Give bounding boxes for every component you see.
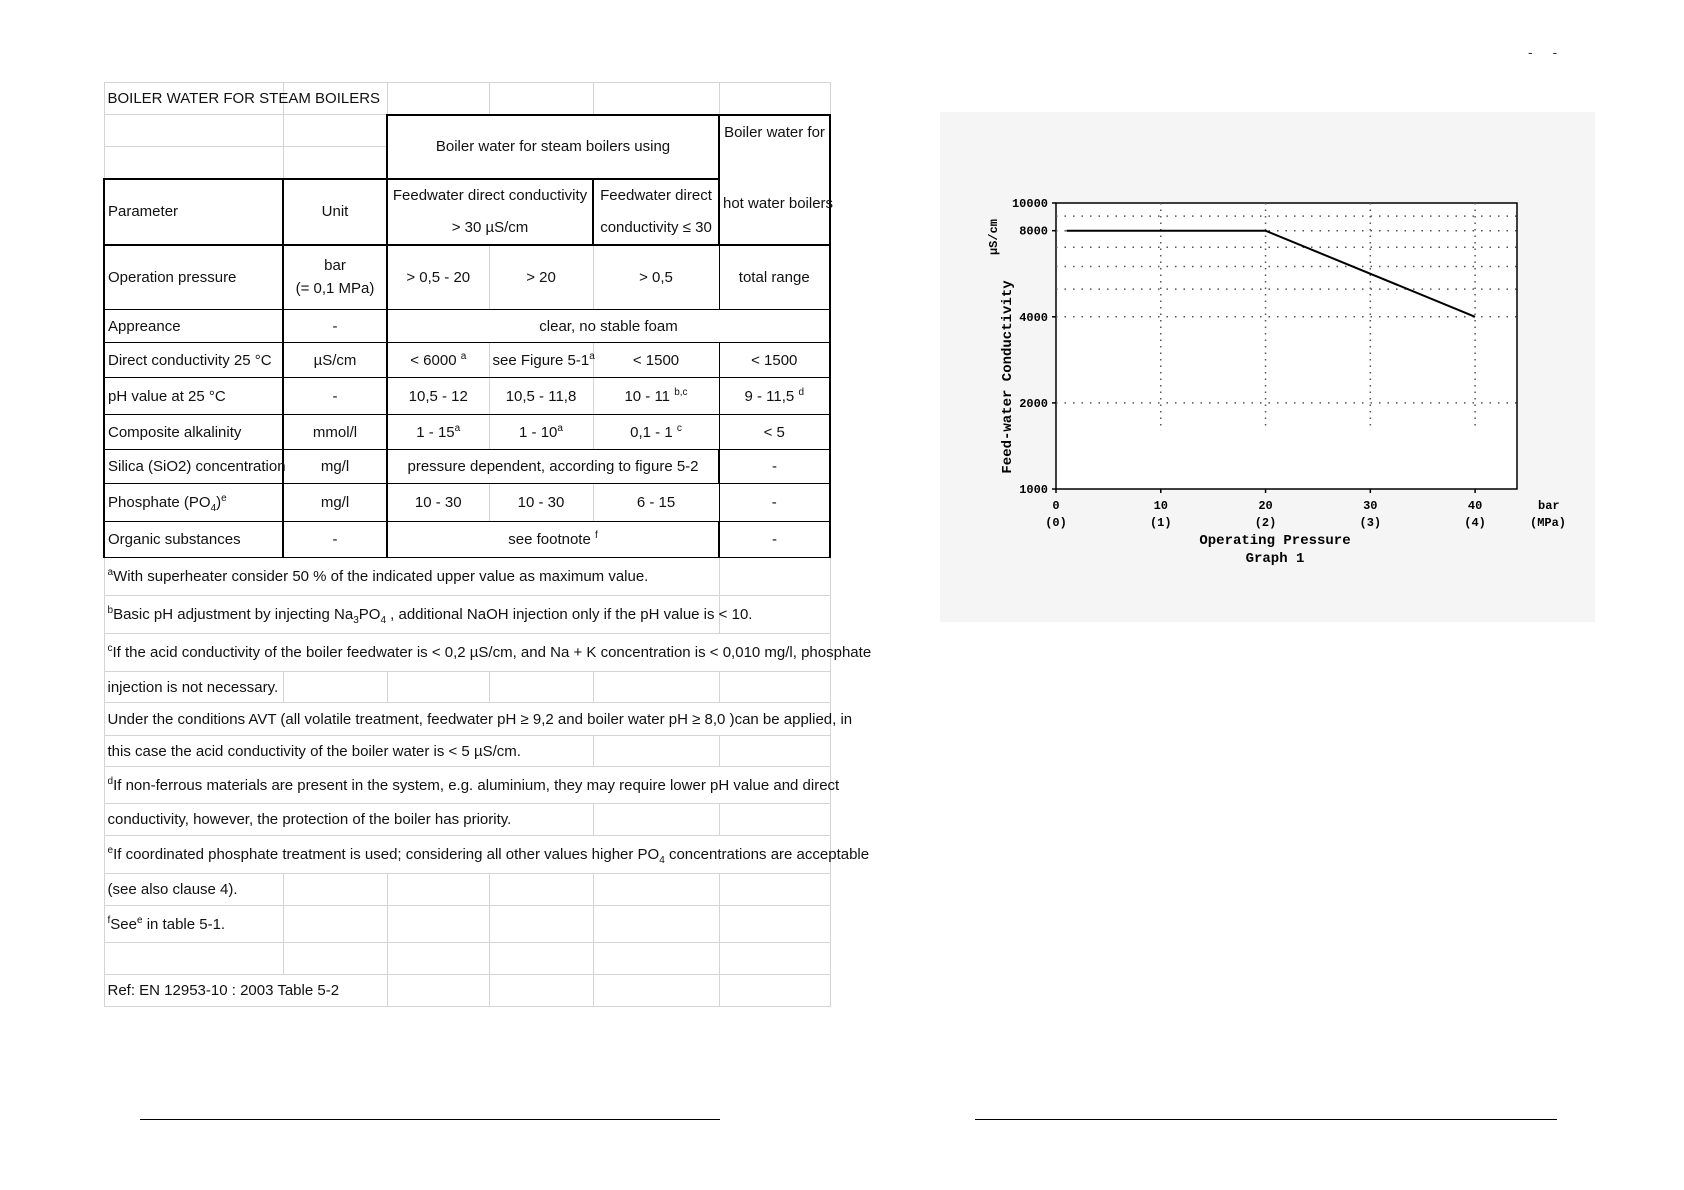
table-row-appearance: Appreance - clear, no stable foam [104, 310, 830, 343]
y-axis-label: Feed-water Conductivity [1000, 280, 1016, 474]
boiler-water-table-container [103, 82, 872, 1007]
footnote-c-line1: $^c$If the acid conductivity of the boiler feedwater is < 0,2 µS/cm, and Na + K concentration is < 0,010 mg/l, phosphate [104, 634, 830, 672]
table-row-ph: pH value at 25 °C - 10,5 - 12 10,5 - 11,8 10 - 11 $^{b,c}$ 9 - 11,5 $^d$ [104, 378, 830, 415]
x-tick-sublabel: (1) [1149, 516, 1172, 530]
table-title: BOILER WATER FOR STEAM BOILERS [104, 83, 283, 115]
footnote-a: $^a$With superheater consider 50 % of the indicated upper value as maximum value. [104, 558, 830, 596]
y-tick-label: 8000 [1019, 224, 1048, 239]
reference-row [104, 975, 830, 1007]
table-row-phosphate: Phosphate $(PO_4)^e$ mg/l 10 - 30 10 - 30 6 - 15 - [104, 484, 830, 522]
chart-panel [940, 112, 1595, 622]
plot-area [1056, 203, 1517, 489]
x-tick-label: 30 [1363, 499, 1378, 513]
pressure-unit: bar (= 0,1 MPa) [283, 245, 387, 310]
boiler-water-table [103, 82, 872, 1007]
y-tick-label: 1000 [1019, 483, 1048, 497]
conductivity-chart [940, 112, 1595, 622]
x-tick-label: 20 [1258, 499, 1273, 513]
table-row-organic: Organic substances - see footnote $^f$ - [104, 522, 830, 558]
col-feed-le30: Feedwater direct conductivity ≤ 30 [593, 179, 719, 245]
x-tick-sublabel: (2) [1254, 516, 1277, 530]
x-tick-label: 0 [1052, 499, 1060, 513]
table-row-conductivity: Direct conductivity 25 °C µS/cm < 6000 $^a$ see Figure 5-1$^a$ < 1500 < 1500 [104, 343, 830, 378]
footnote-e-line1: $^e$If coordinated phosphate treatment is used; considering all other values higher $PO_4$ concentrations are acceptable [104, 836, 830, 874]
footnote-f: $^f$See$^e$ in table 5-1. [104, 906, 830, 943]
x-tick-label: 10 [1153, 499, 1168, 513]
x-unit-bar: bar [1538, 499, 1560, 513]
y-axis-unit: μS/cm [987, 218, 1001, 256]
page-marks: - - [1528, 44, 1566, 60]
hot-water-header: Boiler water for hot water boilers [719, 115, 830, 245]
y-tick-label: 10000 [1011, 197, 1048, 211]
table-row-silica: Silica (SiO2) concentration mg/l pressure dependent, according to figure 5-2 - [104, 450, 830, 484]
x-axis-label: Operating Pressure [1199, 533, 1351, 549]
chart-title: Graph 1 [1245, 551, 1305, 567]
footnote-d-line1: $^d$If non-ferrous materials are present in the system, e.g. aluminium, they may require lower pH value and direct [104, 767, 830, 804]
x-ticks [1045, 489, 1486, 530]
x-unit-mpa: (MPa) [1530, 516, 1567, 530]
footnote-c-line2: injection is not necessary. [104, 672, 830, 703]
y-tick-label: 2000 [1019, 396, 1048, 411]
footnote-d-line2: conductivity, however, the protection of the boiler has priority. [104, 804, 830, 836]
group-header: Boiler water for steam boilers using [387, 115, 719, 179]
footnote-avt-line1: Under the conditions AVT (all volatile treatment, feedwater pH ≥ 9,2 and boiler water pH ≥ 8,0 )can be applied, in [104, 703, 830, 736]
x-tick-sublabel: (3) [1359, 516, 1382, 530]
footer-rule-right [975, 1119, 1557, 1120]
table-row-pressure: Operation pressure bar (= 0,1 MPa) > 0,5 - 20 > 20 > 0,5 total range [104, 245, 830, 310]
x-tick-sublabel: (4) [1464, 516, 1486, 530]
x-tick-label: 40 [1467, 499, 1483, 513]
footer-rule-left [140, 1119, 720, 1120]
col-unit: Unit [283, 179, 387, 245]
x-tick-sublabel: (0) [1045, 516, 1067, 530]
table-row-alkalinity: Composite alkalinity mmol/l 1 - 15$^a$ 1 - 10$^a$ 0,1 - 1 $^c$ < 5 [104, 415, 830, 450]
y-tick-label: 4000 [1019, 310, 1048, 325]
col-feed-gt30: Feedwater direct conductivity > 30 µS/cm [387, 179, 593, 245]
col-parameter: Parameter [104, 179, 283, 245]
y-ticks [1012, 197, 1056, 497]
footnote-b: $^b$Basic pH adjustment by injecting $Na_3PO_4$ , additional NaOH injection only if the pH value is < 10. [104, 596, 830, 634]
reference: Ref: EN 12953-10 : 2003 Table 5-2 [104, 975, 387, 1007]
footnote-avt-line2: this case the acid conductivity of the boiler water is < 5 µS/cm. [104, 736, 830, 767]
footnote-e-line2: (see also clause 4). [104, 874, 830, 906]
